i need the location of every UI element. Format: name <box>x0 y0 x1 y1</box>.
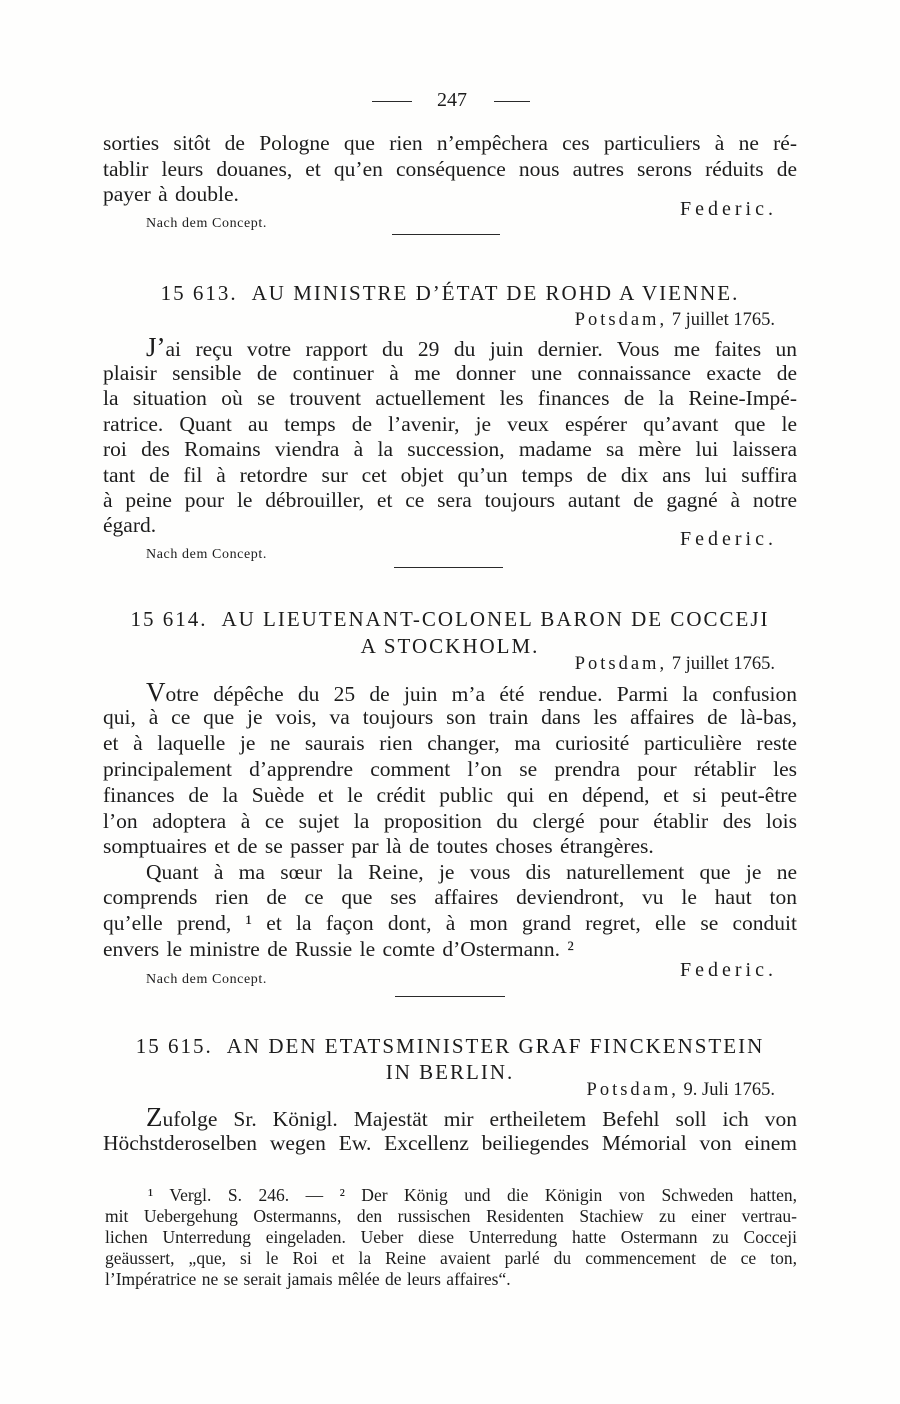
section-divider <box>392 234 500 235</box>
signature: Federic. <box>680 528 777 550</box>
letter-number: 15 613. <box>160 281 238 305</box>
text-line: Votre dépêche du 25 de juin m’a été rendue. Parmi la confusion <box>146 677 797 707</box>
letter-addressee: AU MINISTRE D’ÉTAT DE ROHD A VIENNE. <box>251 281 740 305</box>
section-divider <box>395 996 505 997</box>
text-line: roi des Romains viendra à la succession, madame sa mère lui laissera <box>103 437 797 461</box>
header-rule-left <box>372 101 412 102</box>
text-line: et à laquelle je ne saurais rien changer, ma curiosité particulière reste <box>103 731 797 755</box>
text-line: plaisir sensible de continuer à me donner une connaissance exacte de <box>103 361 797 385</box>
text-line: principalement d’apprendre comment l’on se prendra pour rétablir les <box>103 757 797 781</box>
page-number: 247 <box>437 89 467 111</box>
source-note: Nach dem Concept. <box>146 972 267 987</box>
footnote-line: ¹ Vergl. S. 246. — ² Der König und die Königin von Schweden hatten, <box>148 1185 797 1205</box>
footnote-line: geäussert, „que, si le Roi et la Reine avaient parlé du commencement de ce ton, <box>105 1248 797 1268</box>
letter-addressee: AU LIEUTENANT-COLONEL BARON DE COCCEJI <box>221 607 770 631</box>
letter-addressee: AN DEN ETATSMINISTER GRAF FINCKENSTEIN <box>226 1034 765 1058</box>
dateline-place: Potsdam, <box>574 654 668 674</box>
letter-heading <box>0 607 900 631</box>
text-line: à peine pour le débrouiller, et ce sera toujours autant de gagné à notre <box>103 488 797 512</box>
letter-heading-place: A STOCKHOLM. <box>360 634 540 658</box>
letter-heading <box>0 1034 900 1058</box>
letter-number: 15 615. <box>135 1034 213 1058</box>
letter-number: 15 614. <box>130 607 208 631</box>
text-line: qui, à ce que je vois, va toujours son train dans les affaires de là-bas, <box>103 705 797 729</box>
dateline-place: Potsdam, <box>574 310 668 330</box>
source-note: Nach dem Concept. <box>146 216 267 231</box>
dateline-date: 9. Juli 1765. <box>683 1080 775 1100</box>
text-line: la situation où se trouvent actuellement les finances de la Reine-Impé- <box>103 386 797 410</box>
text-line: l’on adoptera à ce sujet la proposition du clergé pour établir des lois <box>103 809 797 833</box>
signature: Federic. <box>680 959 777 981</box>
text-line: finances de la Suède et le crédit public qui en dépend, et si peut-être <box>103 783 797 807</box>
dateline <box>587 1079 775 1101</box>
text-line: sorties sitôt de Pologne que rien n’empêchera ces particuliers à ne ré- <box>103 131 797 155</box>
text-line: ratrice. Quant au temps de l’avenir, je veux espérer qu’avant que le <box>103 412 797 436</box>
letter-heading-place: IN BERLIN. <box>385 1060 515 1084</box>
text-line: J’ai reçu votre rapport du 29 du juin dernier. Vous me faites un <box>146 332 797 362</box>
signature: Federic. <box>680 198 777 220</box>
text-line: Höchstderoselben wegen Ew. Excellenz beiliegendes Mémorial von einem <box>103 1131 797 1155</box>
footnote-line: lichen Unterredung eingeladen. Ueber diese Unterredung hatte Ostermann zu Cocceji <box>105 1227 797 1247</box>
dateline <box>575 309 775 331</box>
dateline-date: 7 juillet 1765. <box>671 654 775 674</box>
footnote-line: mit Uebergehung Ostermanns, den russischen Residenten Stachiew zu einer vertrau- <box>105 1206 797 1226</box>
text-line: envers le ministre de Russie le comte d’Ostermann. ² <box>103 937 574 961</box>
source-note: Nach dem Concept. <box>146 547 267 562</box>
text-line: tablir leurs douanes, et qu’en conséquence nous autres serons réduits de <box>103 157 797 181</box>
text-line: qu’elle prend, ¹ et la façon dont, à mon grand regret, elle se conduit <box>103 911 797 935</box>
dateline <box>575 653 775 675</box>
text-line: tant de fil à retordre sur cet objet qu’un temps de dix ans lui suffira <box>103 463 797 487</box>
footnote-line: l’Impératrice ne se serait jamais mêlée de leurs affaires“. <box>105 1269 511 1289</box>
letter-heading <box>0 281 900 305</box>
dateline-date: 7 juillet 1765. <box>671 310 775 330</box>
text-line: payer à double. <box>103 182 239 206</box>
text-line: comprends rien de ce que ses affaires deviendront, vu le haut ton <box>103 885 797 909</box>
dateline-place: Potsdam, <box>586 1080 679 1100</box>
text-line: Zufolge Sr. Königl. Majestät mir ertheiletem Befehl soll ich von <box>146 1102 797 1132</box>
header-rule-right <box>494 101 530 102</box>
text-line: somptuaires et de se passer par là de toutes choses étrangères. <box>103 834 654 858</box>
section-divider <box>394 567 503 568</box>
text-line: Quant à ma sœur la Reine, je vous dis naturellement que je ne <box>146 860 797 884</box>
text-line: égard. <box>103 513 157 537</box>
